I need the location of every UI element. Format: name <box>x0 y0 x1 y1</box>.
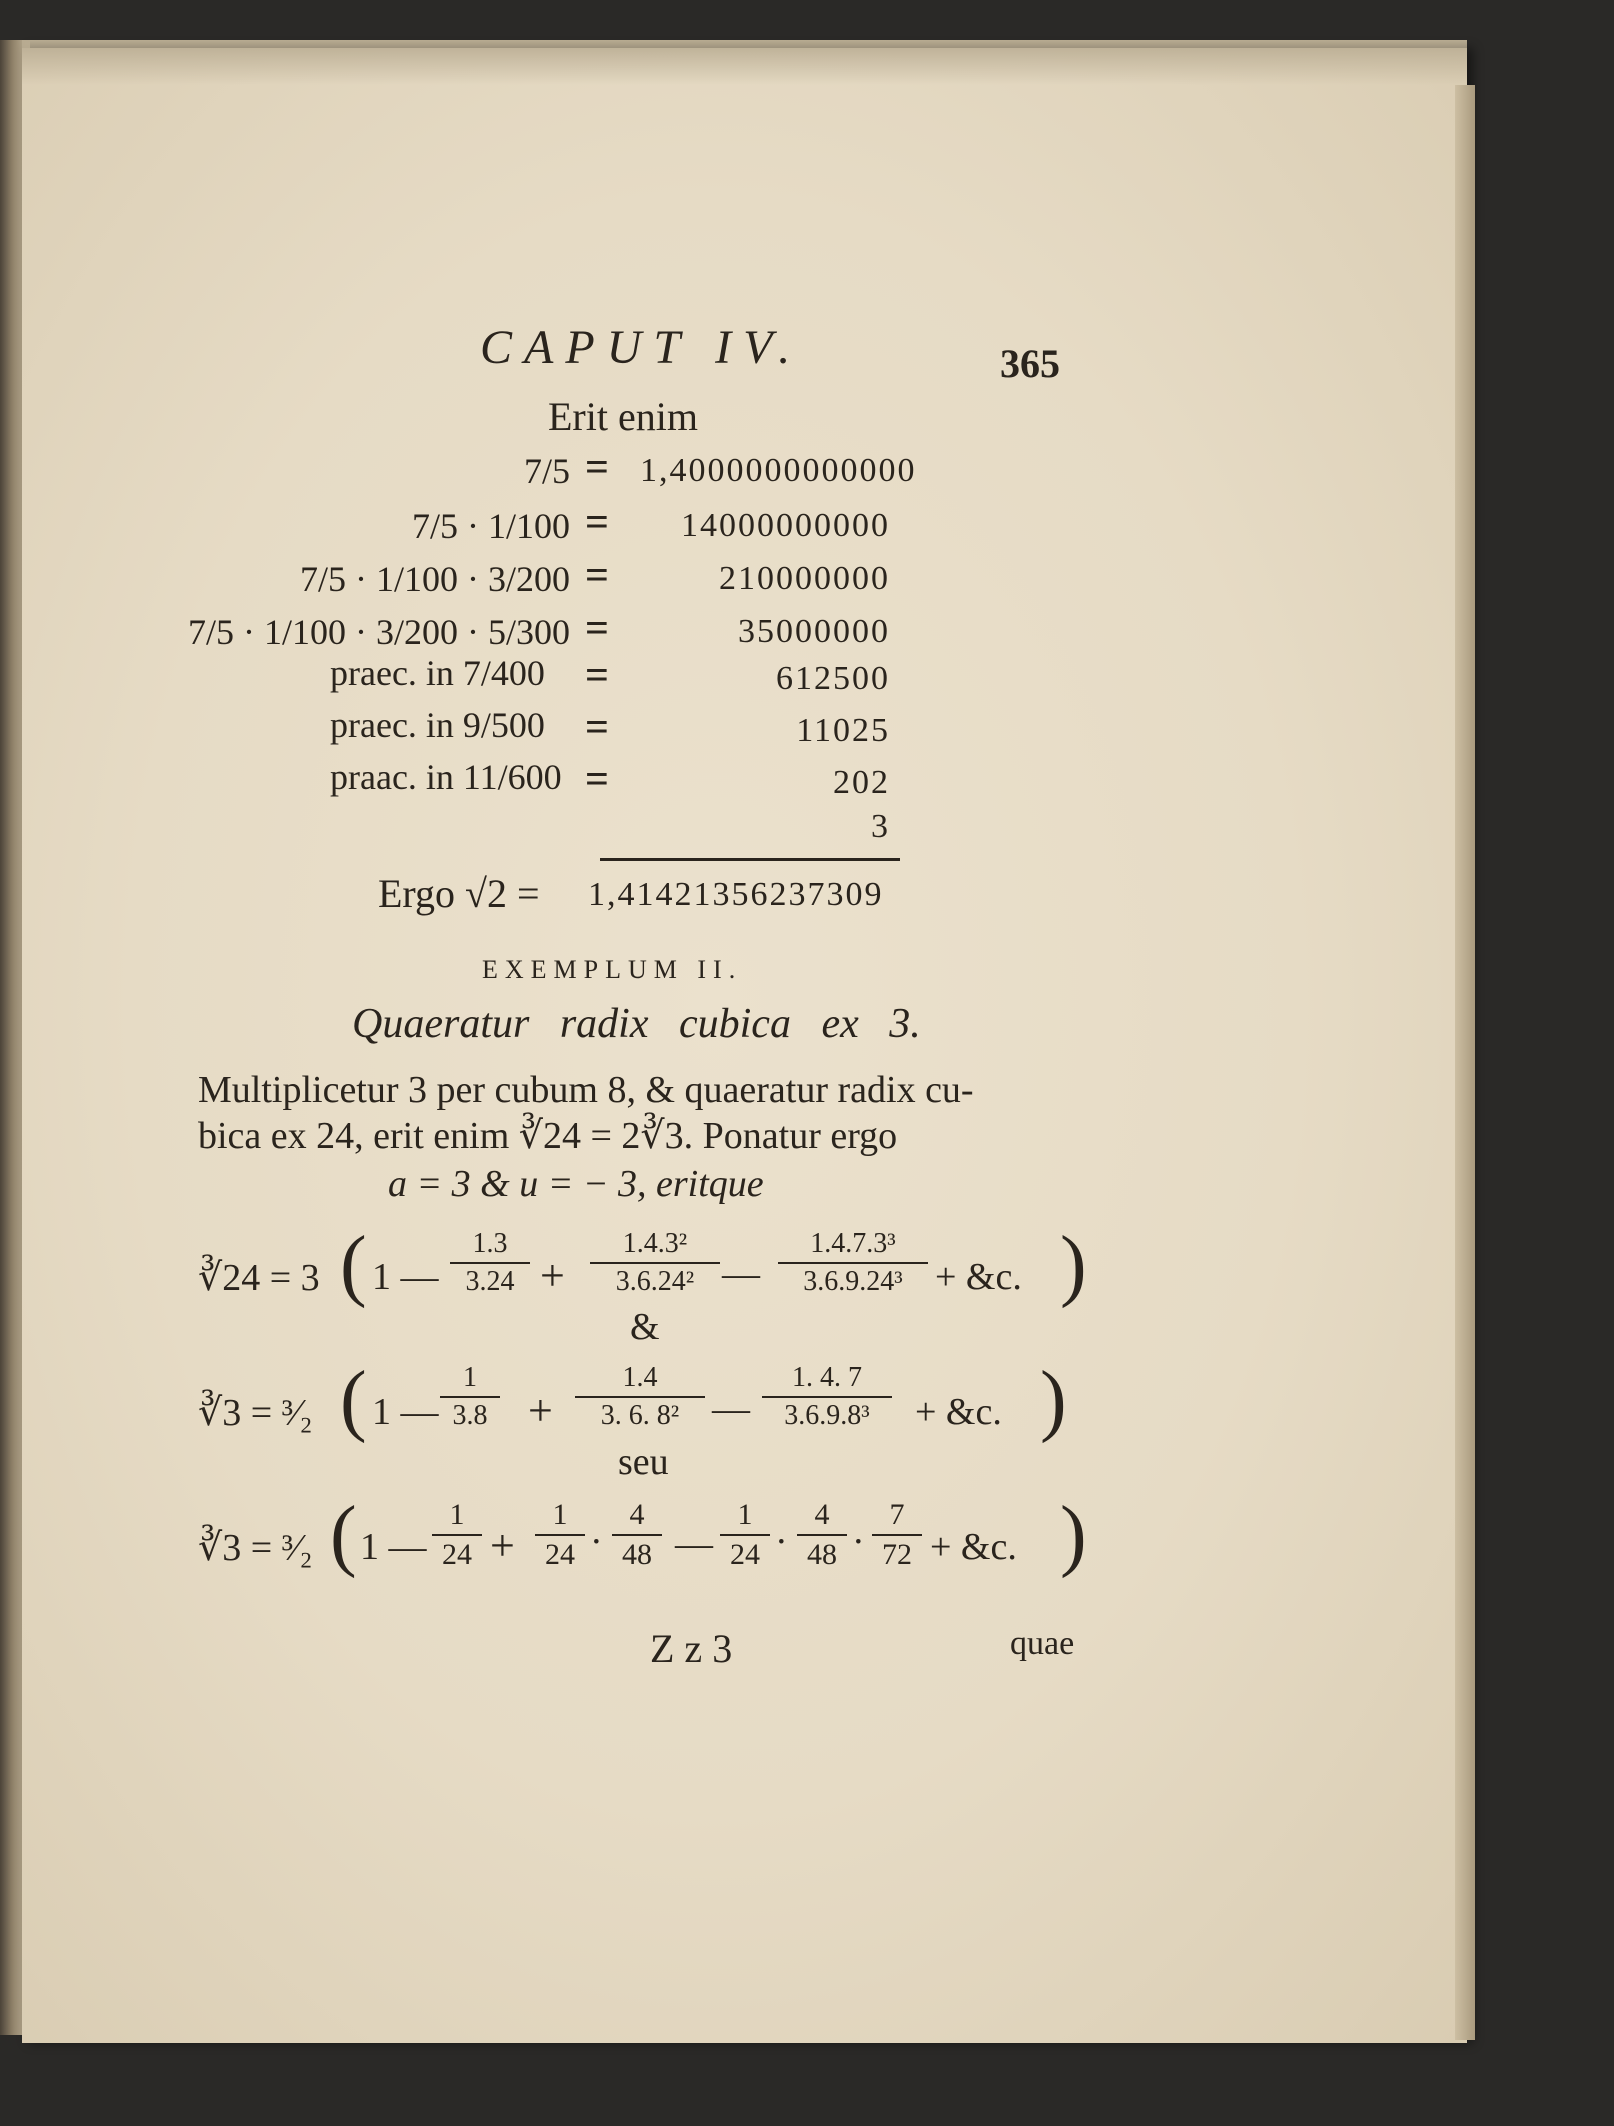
series-value-3: 210000000 <box>719 560 890 597</box>
series-coef-7: praac. in 11/600 <box>330 757 562 797</box>
f1-lead: ∛24 = 3 <box>198 1257 320 1299</box>
page-top-shadow <box>22 40 1467 85</box>
f3-dot-3: · <box>852 1521 865 1563</box>
ergo-value: 1,41421356237309 <box>588 876 884 913</box>
series-value-8: 3 <box>871 808 890 845</box>
f2-etc: + &c. <box>915 1391 1002 1433</box>
running-head: CAPUT IV. <box>480 321 803 374</box>
page-number: 365 <box>1000 341 1060 386</box>
and-connector: & <box>630 1306 660 1348</box>
series-value-1: 1,4000000000000 <box>640 452 917 489</box>
f2-frac-3: $\frac{1. 4. 7}{\text{3.6.9.8³}}$ <box>762 1362 892 1432</box>
ergo-label: Ergo √2 = <box>378 871 540 916</box>
f1-plus: + <box>540 1251 565 1300</box>
series-value-6: 11025 <box>796 712 890 749</box>
series-value-4: 35000000 <box>738 613 890 650</box>
f3-one: 1 — <box>360 1526 427 1568</box>
f3-dot-2: · <box>775 1521 788 1563</box>
erit-enim: Erit enim <box>548 394 698 439</box>
series-coef-5: praec. in 7/400 <box>330 653 545 693</box>
f1-open-paren: ( <box>340 1221 367 1309</box>
series-value-7: 202 <box>833 764 890 801</box>
equals-4: = <box>585 606 609 652</box>
series-coef-4: 7/5 · 1/100 · 3/200 · 5/300 <box>188 612 570 652</box>
example-title: Quaeratur radix cubica ex 3. <box>352 1001 921 1047</box>
f2-one: 1 — <box>372 1391 439 1433</box>
f1-frac-3: $\frac{\text{1.4.7.3³}}{\text{3.6.9.24³}}$ <box>778 1228 928 1298</box>
series-coef-6: praec. in 9/500 <box>330 705 545 745</box>
f3-plus: + <box>490 1521 515 1570</box>
f3-close-paren: ) <box>1060 1491 1087 1579</box>
f2-close-paren: ) <box>1040 1356 1067 1444</box>
f3-etc: + &c. <box>930 1526 1017 1568</box>
f3-frac-f: $\frac{7}{72}$ <box>872 1498 922 1572</box>
series-value-2: 14000000000 <box>681 507 890 544</box>
series-coef-1: 7/5 <box>523 451 570 491</box>
f2-plus: + <box>528 1386 553 1435</box>
signature-mark: Z z 3 <box>650 1626 733 1671</box>
f1-close-paren: ) <box>1060 1221 1087 1309</box>
f3-open-paren: ( <box>330 1491 357 1579</box>
f1-frac-1: $\frac{1.3}{3.24}$ <box>450 1228 530 1298</box>
f2-lead: ∛3 = ³⁄₂ <box>198 1392 313 1434</box>
equals-2: = <box>585 500 609 546</box>
series-coef-3: 7/5 · 1/100 · 3/200 <box>300 559 570 599</box>
f3-dot-1: · <box>590 1521 603 1563</box>
equals-3: = <box>585 553 609 599</box>
equals-1: = <box>585 445 609 491</box>
sum-rule <box>600 858 900 861</box>
equals-7: = <box>585 757 609 803</box>
equals-6: = <box>585 705 609 751</box>
equals-5: = <box>585 653 609 699</box>
f3-lead: ∛3 = ³⁄₂ <box>198 1527 313 1569</box>
f1-minus: — <box>722 1253 760 1295</box>
f2-frac-2: $\frac{1.4}{\text{3. 6. 8²}}$ <box>575 1362 705 1432</box>
page-fore-edge <box>1455 85 1475 2040</box>
f3-frac-e: $\frac{4}{48}$ <box>797 1498 847 1572</box>
seu-connector: seu <box>618 1441 669 1483</box>
f1-etc: + &c. <box>935 1256 1022 1298</box>
f2-open-paren: ( <box>340 1356 367 1444</box>
para-line-1: Multiplicetur 3 per cubum 8, & quaeratur radix cu- <box>198 1069 974 1111</box>
f3-frac-b: $\frac{1}{24}$ <box>535 1498 585 1572</box>
f1-frac-2: $\frac{\text{1.4.3²}}{\text{3.6.24²}}$ <box>590 1228 720 1298</box>
f3-frac-a: $\frac{1}{24}$ <box>432 1498 482 1572</box>
series-coef-2: 7/5 · 1/100 <box>412 506 570 546</box>
f2-minus: — <box>712 1388 750 1430</box>
para-line-3: a = 3 & u = − 3, eritque <box>388 1163 764 1205</box>
f3-frac-d: $\frac{1}{24}$ <box>720 1498 770 1572</box>
para-line-2: bica ex 24, erit enim ∛24 = 2∛3. Ponatur ergo <box>198 1115 898 1157</box>
f2-frac-1: $\frac{1}{3.8}$ <box>440 1362 500 1432</box>
catchword: quae <box>1010 1625 1075 1662</box>
series-value-5: 612500 <box>776 660 890 697</box>
f3-minus: — <box>675 1523 713 1565</box>
example-heading: EXEMPLUM II. <box>482 955 743 984</box>
f3-frac-c: $\frac{4}{48}$ <box>612 1498 662 1572</box>
f1-one: 1 — <box>372 1256 439 1298</box>
